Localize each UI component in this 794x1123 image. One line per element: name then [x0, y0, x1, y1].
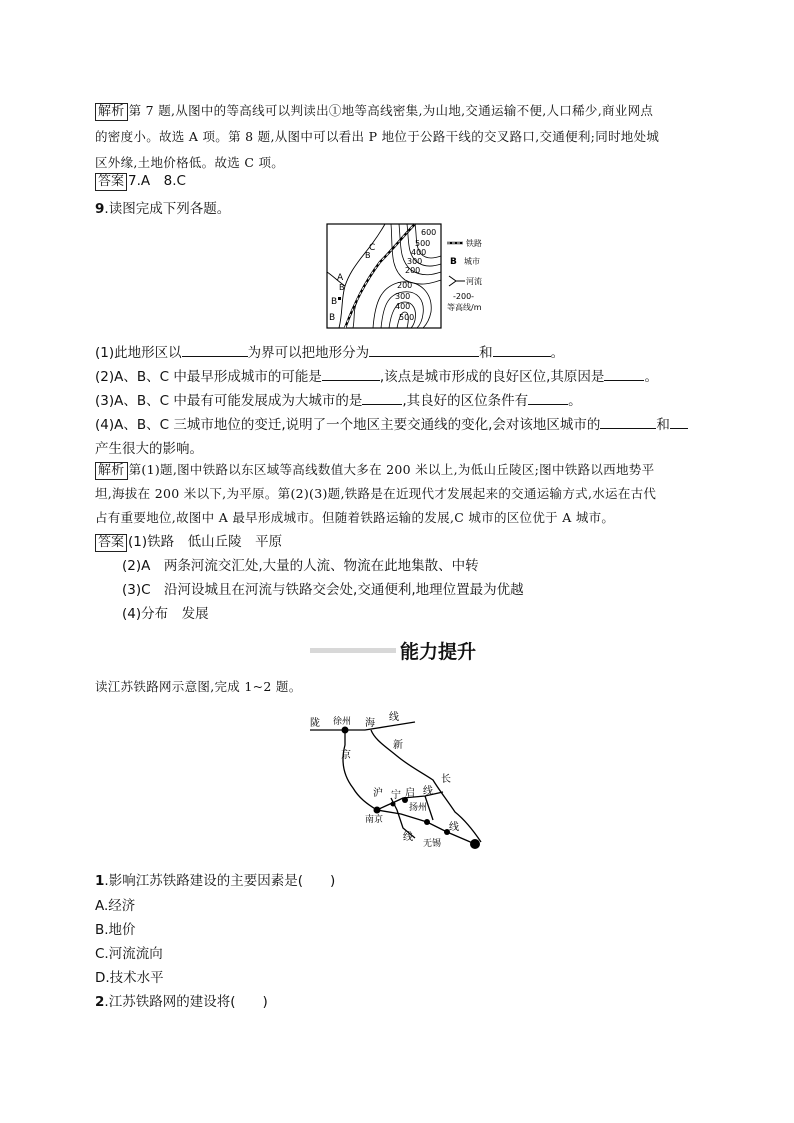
- analysis-line: 坦,海拔在 200 米以下,为平原。第(2)(3)题,铁路是在近现代才发展起来的交通运输方式,水运在古代: [95, 486, 657, 501]
- text: ,该点是城市形成的良好区位,其原因是: [379, 369, 605, 385]
- text: (3)A、B、C 中最有可能发展成为大城市的是: [95, 393, 363, 409]
- railway-line: [310, 722, 415, 730]
- answer-blank[interactable]: [362, 391, 402, 405]
- text: ,其良好的区位条件有: [402, 393, 529, 409]
- legend-city-label: 城市: [464, 257, 480, 266]
- legend-contour-label: 等高线/m: [447, 303, 482, 312]
- map-label: 线: [403, 832, 413, 843]
- question-number: 1: [95, 873, 105, 889]
- question-text: .江苏铁路网的建设将( ): [104, 994, 268, 1010]
- option-c[interactable]: C.河流流向: [95, 946, 163, 962]
- answer-blank[interactable]: [322, 367, 380, 381]
- contour-label: 200: [397, 281, 413, 290]
- map-label: 长: [441, 774, 451, 785]
- legend-river-label: 河流: [466, 277, 482, 286]
- option-d[interactable]: D.技术水平: [95, 970, 164, 986]
- map-label: 宁: [391, 790, 401, 801]
- text: 。: [644, 369, 658, 385]
- city-dot: [470, 839, 480, 849]
- contour-map: [325, 222, 525, 332]
- text: 和: [479, 345, 493, 361]
- map-label: 京: [341, 750, 351, 761]
- contour-label: 300: [407, 257, 423, 266]
- answer-line: (3)C 沿河设城且在河流与铁路交会处,交通便利,地理位置最为优越: [122, 582, 524, 598]
- option-a[interactable]: A.经济: [95, 898, 136, 914]
- city-dot: [391, 802, 396, 807]
- river: [339, 224, 385, 328]
- q9-sub-2: [95, 365, 658, 385]
- rail-network-map: [305, 700, 495, 860]
- answer-tag: 答案: [95, 173, 127, 191]
- answer-line: (2)A 两条河流交汇处,大量的人流、物流在此地集散、中转: [122, 558, 479, 574]
- contour-label: 400: [411, 248, 427, 257]
- answer-blank[interactable]: [182, 343, 248, 357]
- answer-blank[interactable]: [604, 367, 644, 381]
- answer-blank[interactable]: [600, 415, 656, 429]
- city-label-c: C: [369, 243, 376, 253]
- map-label: 陇: [310, 718, 320, 729]
- city-dot: [374, 807, 381, 814]
- text: 。: [568, 393, 582, 409]
- option-b[interactable]: B.地价: [95, 922, 136, 938]
- city-dot: [342, 727, 349, 734]
- question-9-title: [95, 197, 230, 217]
- map-label: 无锡: [423, 839, 442, 849]
- text: 和: [656, 417, 670, 433]
- answer-blank[interactable]: [369, 343, 479, 357]
- analysis-9: [95, 458, 656, 530]
- city-label-b: B: [339, 283, 345, 292]
- q9-sub-3: [95, 389, 582, 409]
- answer-text: 7.A 8.C: [128, 173, 186, 189]
- map-label: 新: [393, 740, 403, 751]
- question-1-title: [95, 869, 335, 889]
- analysis-7-8: [95, 98, 659, 176]
- question-text: .读图完成下列各题。: [104, 201, 231, 217]
- map-label: 海: [365, 718, 375, 729]
- contour-label: 500: [399, 313, 415, 322]
- q9-sub-4: [95, 413, 688, 433]
- analysis-line: 的密度小。故选 A 项。第 8 题,从图中可以看出 P 地位于公路干线的交叉路口,交通便利;同时地处城: [95, 129, 660, 144]
- analysis-line: 占有重要地位,故图中 A 最早形成城市。但随着铁路运输的发展,C 城市的区位优于 A 城市。: [95, 510, 615, 525]
- city-dot: [424, 819, 430, 825]
- contour-label: 200: [405, 266, 421, 275]
- answer-7-8: [95, 172, 186, 191]
- map-label: 线: [423, 786, 433, 797]
- intro-text: 读江苏铁路网示意图,完成 1~2 题。: [95, 679, 302, 694]
- analysis-line: 第 7 题,从图中的等高线可以判读出①地等高线密集,为山地,交通运输不便,人口稀少,商业网点: [128, 103, 654, 118]
- section-title: 能力提升: [400, 641, 477, 663]
- legend-city-symbol: B: [450, 257, 457, 267]
- section-divider: [310, 648, 396, 653]
- analysis-tag: 解析: [95, 462, 128, 480]
- railway-line: [343, 730, 377, 810]
- q9-sub-1: [95, 341, 564, 361]
- contour-label: 500: [415, 239, 431, 248]
- answer-tag: 答案: [95, 534, 127, 552]
- answer-line: (1)铁路 低山丘陵 平原: [128, 534, 283, 550]
- city-label-b: B: [365, 251, 371, 260]
- legend-contour-value: -200-: [453, 292, 475, 301]
- question-2-title: [95, 990, 268, 1010]
- city-label-a: A: [337, 273, 344, 283]
- text: (4)A、B、C 三城市地位的变迁,说明了一个地区主要交通线的变化,会对该地区城市的: [95, 417, 601, 433]
- contour-label: 300: [395, 292, 411, 301]
- map-label: 线: [389, 712, 399, 723]
- map-label: 沪: [373, 788, 383, 799]
- question-number: 2: [95, 994, 105, 1010]
- map-label: 扬州: [409, 803, 428, 813]
- analysis-line: 第(1)题,图中铁路以东区域等高线数值大多在 200 米以上,为低山丘陵区;图中铁路以西地势平: [128, 462, 655, 477]
- contour-label: 600: [421, 228, 437, 237]
- map-legend: [447, 238, 482, 312]
- map-label: 徐州: [333, 717, 352, 727]
- question-text: .影响江苏铁路建设的主要因素是( ): [104, 873, 336, 889]
- map-label: 南京: [365, 815, 384, 825]
- svg-text:B: B: [329, 313, 336, 323]
- map-label: 启: [405, 788, 415, 799]
- answer-blank[interactable]: [493, 343, 551, 357]
- svg-text:B: B: [331, 297, 338, 307]
- answer-blank[interactable]: [528, 391, 568, 405]
- text: 为界可以把地形分为: [247, 345, 370, 361]
- analysis-tag: 解析: [95, 103, 128, 121]
- contour-label: 400: [395, 302, 411, 311]
- river-icon: [449, 276, 465, 286]
- text: 。: [550, 345, 565, 361]
- map-label: 线: [449, 822, 459, 833]
- analysis-line: 区外缘,土地价格低。故选 C 项。: [95, 155, 285, 170]
- answer-blank[interactable]: [670, 415, 688, 429]
- text: (2)A、B、C 中最早形成城市的可能是: [95, 369, 322, 385]
- answer-line: (4)分布 发展: [122, 606, 209, 622]
- q9-sub-4-cont: 产生很大的影响。: [95, 441, 203, 457]
- question-number: 9: [95, 201, 105, 217]
- text: (1)此地形区以: [95, 345, 182, 361]
- answer-9: [95, 530, 524, 626]
- legend-railway-label: 铁路: [466, 239, 482, 248]
